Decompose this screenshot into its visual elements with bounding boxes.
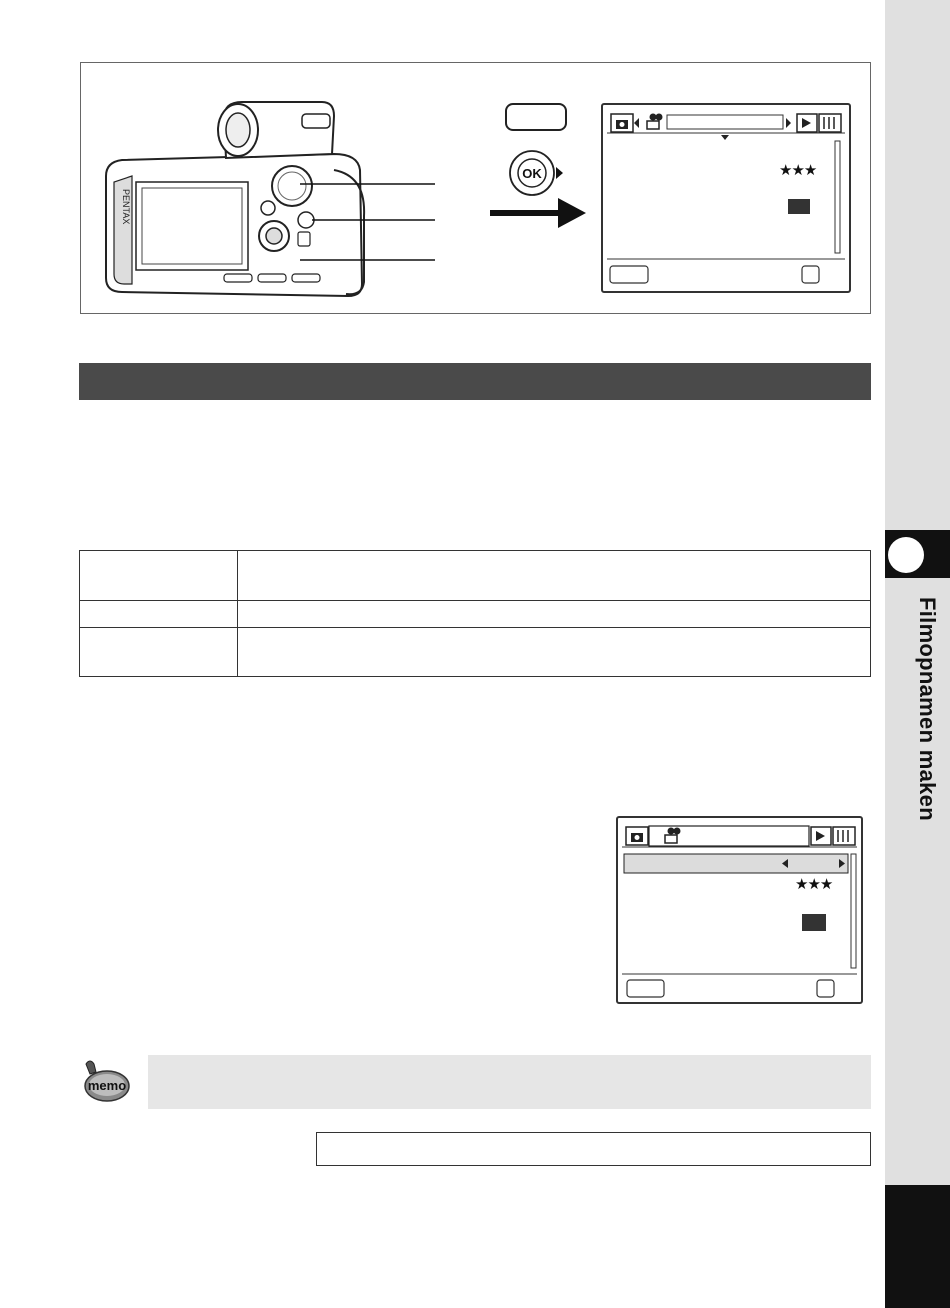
- table-cell: [238, 551, 871, 601]
- table-cell: [80, 627, 238, 676]
- chapter-number-circle: [888, 537, 924, 573]
- svg-text:memo: memo: [87, 1078, 127, 1093]
- section-header-bar: [79, 363, 871, 400]
- quality-stars: ★★★: [779, 162, 817, 179]
- menu-button: [505, 103, 567, 131]
- memo-area: [148, 1055, 871, 1109]
- chapter-title: Filmopnamen maken: [915, 597, 940, 821]
- callout-lines: [300, 182, 435, 264]
- quality-stars: ★★★: [795, 876, 833, 893]
- movie-tab-icon: [650, 114, 657, 121]
- setup-tab-icon: [819, 114, 841, 132]
- table-cell: [80, 601, 238, 627]
- options-table: [79, 550, 871, 677]
- table-cell: [238, 601, 871, 627]
- table-cell: [238, 627, 871, 676]
- arrow-right: [490, 198, 586, 228]
- svg-text:OK: OK: [522, 166, 542, 181]
- lcd-screen-movie-menu: [601, 103, 851, 293]
- lcd-screen-movie-menu-selected: [616, 816, 863, 1004]
- page-number-tab: [885, 1185, 950, 1308]
- reference-box: [316, 1132, 871, 1166]
- table-cell: [80, 551, 238, 601]
- ok-button: [509, 150, 564, 197]
- memo-icon: [80, 1058, 130, 1104]
- svg-text:PENTAX: PENTAX: [121, 189, 131, 225]
- table-row: [80, 601, 871, 627]
- table-row: [80, 627, 871, 676]
- table-row: [80, 551, 871, 601]
